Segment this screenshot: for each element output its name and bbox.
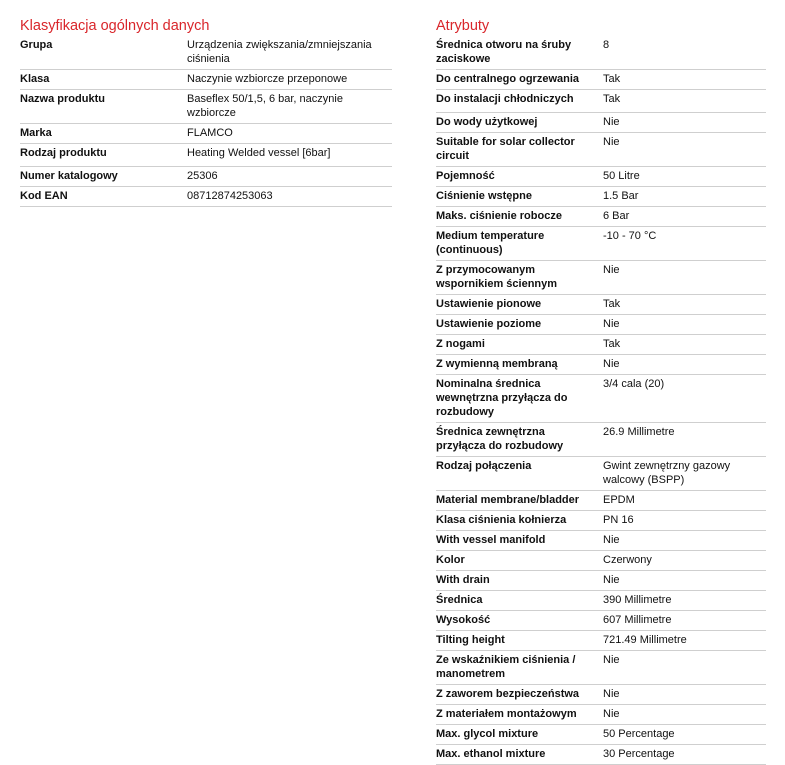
table-row	[436, 113, 766, 133]
general-classification-table	[20, 36, 392, 207]
attribute-name: Do centralnego ogrzewania	[436, 73, 580, 85]
attribute-name: Kolor	[436, 554, 465, 566]
attribute-value: EPDM	[603, 494, 635, 506]
attribute-name: Ustawienie pionowe	[436, 298, 542, 310]
attribute-value: PN 16	[603, 514, 634, 526]
attribute-value: Heating Welded vessel [6bar]	[187, 147, 331, 159]
attribute-value: 26.9 Millimetre	[603, 426, 675, 438]
attribute-name: Z przymocowanym wspornikiem ściennym	[436, 264, 558, 290]
attribute-name: Rodzaj produktu	[20, 147, 107, 159]
attribute-value: Naczynie wzbiorcze przeponowe	[187, 73, 348, 85]
attribute-name: Średnica zewnętrzna przyłącza do rozbudowy	[436, 426, 564, 452]
attribute-name: Suitable for solar collector circuit	[436, 136, 575, 162]
attribute-name: Rodzaj połączenia	[436, 460, 532, 472]
attribute-name: Średnica otworu na śruby zaciskowe	[436, 39, 572, 65]
table-row	[436, 423, 766, 457]
attribute-value: 721.49 Millimetre	[603, 634, 687, 646]
attribute-value: Nie	[603, 136, 620, 148]
attribute-value: 50 Litre	[603, 170, 640, 182]
attribute-name: Klasa	[20, 73, 50, 85]
attribute-value: 390 Millimetre	[603, 594, 672, 606]
table-row	[436, 355, 766, 375]
attribute-name: Nazwa produktu	[20, 93, 105, 105]
table-row	[436, 315, 766, 335]
attribute-value: Tak	[603, 298, 621, 310]
attribute-value: 6 Bar	[603, 210, 630, 222]
table-row	[436, 511, 766, 531]
attribute-value: Nie	[603, 688, 620, 700]
attribute-value: 8	[603, 39, 610, 51]
table-row	[436, 611, 766, 631]
table-row	[20, 124, 392, 144]
attributes-table	[436, 36, 766, 765]
table-row	[20, 167, 392, 187]
attribute-name: Do wody użytkowej	[436, 116, 538, 128]
table-row	[20, 90, 392, 124]
table-row	[436, 36, 766, 70]
table-row	[20, 70, 392, 90]
attribute-value: Nie	[603, 264, 620, 276]
attribute-value: Tak	[603, 93, 621, 105]
attribute-value: 08712874253063	[187, 190, 273, 202]
attribute-name: Max. glycol mixture	[436, 728, 539, 740]
table-row	[436, 705, 766, 725]
table-row	[436, 631, 766, 651]
attribute-value: Nie	[603, 708, 620, 720]
table-row	[436, 70, 766, 90]
attribute-name: Z materiałem montażowym	[436, 708, 577, 720]
table-row	[20, 187, 392, 207]
attribute-name: Z zaworem bezpieczeństwa	[436, 688, 580, 700]
attribute-value: Czerwony	[603, 554, 652, 566]
attribute-name: Nominalna średnica wewnętrzna przyłącza do rozbudowy	[436, 378, 568, 418]
attribute-value: 3/4 cala (20)	[603, 378, 665, 390]
attribute-name: Tilting height	[436, 634, 505, 646]
attribute-name: Ustawienie poziome	[436, 318, 542, 330]
attribute-value: 607 Millimetre	[603, 614, 672, 626]
table-row	[436, 591, 766, 611]
attribute-name: Klasa ciśnienia kołnierza	[436, 514, 567, 526]
table-row	[436, 167, 766, 187]
attributes-title: Atrybuty	[436, 18, 490, 34]
table-row	[20, 144, 392, 167]
table-row	[436, 491, 766, 511]
table-row	[436, 261, 766, 295]
attribute-name: Ciśnienie wstępne	[436, 190, 532, 202]
attribute-value: -10 - 70 °C	[603, 230, 657, 242]
attribute-name: With drain	[436, 574, 490, 586]
attribute-name: Wysokość	[436, 614, 491, 626]
table-row	[436, 207, 766, 227]
table-row	[20, 36, 392, 70]
table-row	[436, 295, 766, 315]
attribute-value: Tak	[603, 338, 621, 350]
table-row	[436, 133, 766, 167]
attribute-value: Gwint zewnętrzny gazowy walcowy (BSPP)	[603, 460, 731, 486]
attribute-name: Z wymienną membraną	[436, 358, 558, 370]
table-row	[436, 685, 766, 705]
attribute-name: With vessel manifold	[436, 534, 546, 546]
attribute-name: Z nogami	[436, 338, 485, 350]
attribute-name: Grupa	[20, 39, 53, 51]
attribute-value: Baseflex 50/1,5, 6 bar, naczynie wzbiorcze	[187, 93, 343, 119]
attribute-name: Maks. ciśnienie robocze	[436, 210, 562, 222]
attribute-value: Nie	[603, 654, 620, 666]
attribute-name: Max. ethanol mixture	[436, 748, 546, 760]
attribute-value: 50 Percentage	[603, 728, 675, 740]
attribute-value: Nie	[603, 116, 620, 128]
general-classification-title: Klasyfikacja ogólnych danych	[20, 18, 210, 34]
attribute-name: Pojemność	[436, 170, 495, 182]
table-row	[436, 375, 766, 423]
attribute-value: Tak	[603, 73, 621, 85]
attribute-name: Numer katalogowy	[20, 170, 118, 182]
attribute-value: 25306	[187, 170, 218, 182]
attribute-value: Nie	[603, 358, 620, 370]
table-row	[436, 187, 766, 207]
attribute-value: Nie	[603, 574, 620, 586]
attributes-section	[436, 16, 766, 765]
attribute-value: Nie	[603, 534, 620, 546]
attribute-name: Medium temperature (continuous)	[436, 230, 545, 256]
attribute-value: 1.5 Bar	[603, 190, 639, 202]
table-row	[436, 725, 766, 745]
attribute-name: Średnica	[436, 594, 483, 606]
attribute-name: Kod EAN	[20, 190, 68, 202]
general-classification-section	[20, 16, 392, 207]
attribute-name: Ze wskaźnikiem ciśnienia / manometrem	[436, 654, 576, 680]
attribute-name: Material membrane/bladder	[436, 494, 580, 506]
table-row	[436, 651, 766, 685]
table-row	[436, 457, 766, 491]
attribute-name: Do instalacji chłodniczych	[436, 93, 574, 105]
attribute-value: FLAMCO	[187, 127, 233, 139]
attribute-value: 30 Percentage	[603, 748, 675, 760]
attribute-value: Nie	[603, 318, 620, 330]
table-row	[436, 745, 766, 765]
table-row	[436, 90, 766, 113]
attribute-value: Urządzenia zwiększania/zmniejszania ciśnienia	[187, 39, 372, 65]
table-row	[436, 227, 766, 261]
attribute-name: Marka	[20, 127, 52, 139]
table-row	[436, 571, 766, 591]
table-row	[436, 551, 766, 571]
table-row	[436, 531, 766, 551]
table-row	[436, 335, 766, 355]
